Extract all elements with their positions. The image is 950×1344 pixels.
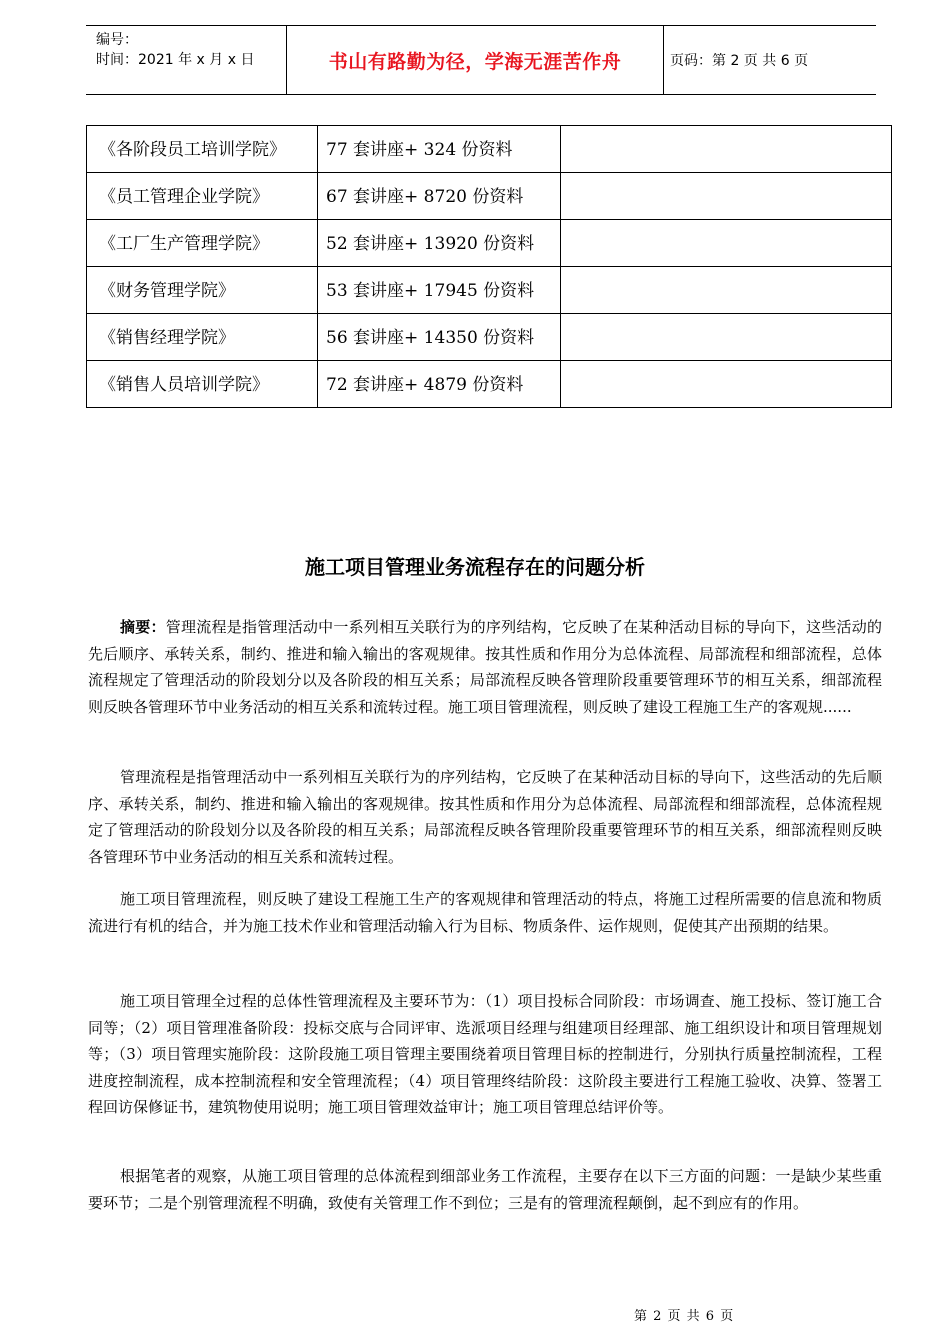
table-cell-note — [561, 267, 892, 314]
body-paragraph-3: 施工项目管理全过程的总体性管理流程及主要环节为：（1）项目投标合同阶段：市场调查、施工投标、签订施工合同等；（2）项目管理准备阶段：投标交底与合同评审、选派项目经理与组建项目经理部、施工组织设计和项目管理规划等；（3）项目管理实施阶段：这阶段施工项目管理主要围绕着项目管理目标的控制进行，分别执行质量控制流程，工程进度控制流程，成本控制流程和安全管理流程；（4）项目管理终结阶段：这阶段主要进行工程施工验收、决算、签署工程回访保修证书，建筑物使用说明；施工项目管理效益审计；施工项目管理总结评价等。 — [88, 992, 882, 1116]
header-motto: 书山有路勤为径，学海无涯苦作舟 — [286, 26, 664, 94]
time-label: 时间：2021 年 x 月 x 日 — [96, 52, 255, 68]
abstract-text: 管理流程是指管理活动中一系列相互关联行为的序列结构，它反映了在某种活动目标的导向下，这些活动的先后顺序、承转关系，制约、推进和输入输出的客观规律。按其性质和作用分为总体流程、局部流程和细部流程，总体流程规定了管理活动的阶段划分以及各阶段的相互关系；局部流程反映各管理阶段重要管理环节的相互关系，细部流程则反映各管理环节中业务活动的相互关系和流转过程。施工项目管理流程，则反映了建设工程施工生产的客观规...... — [88, 618, 882, 716]
table-cell-content: 56 套讲座+ 14350 份资料 — [318, 314, 561, 361]
table-row — [87, 126, 892, 173]
table-cell-name: 《财务管理学院》 — [87, 267, 318, 314]
table-cell-note — [561, 361, 892, 408]
table-cell-content: 72 套讲座+ 4879 份资料 — [318, 361, 561, 408]
table-row — [87, 361, 892, 408]
table-cell-content: 52 套讲座+ 13920 份资料 — [318, 220, 561, 267]
header-meta — [96, 30, 286, 70]
table-cell-name: 《员工管理企业学院》 — [87, 173, 318, 220]
table-row — [87, 173, 892, 220]
table-cell-note — [561, 220, 892, 267]
header-page-info: 页码：第 2 页 共 6 页 — [670, 53, 809, 69]
table-row — [87, 314, 892, 361]
table-cell-note — [561, 314, 892, 361]
serial-label: 编号： — [96, 32, 138, 48]
table-cell-name: 《工厂生产管理学院》 — [87, 220, 318, 267]
abstract-paragraph — [88, 614, 882, 720]
table-cell-note — [561, 126, 892, 173]
table-cell-content: 53 套讲座+ 17945 份资料 — [318, 267, 561, 314]
table-cell-content: 77 套讲座+ 324 份资料 — [318, 126, 561, 173]
table-cell-note — [561, 173, 892, 220]
table-cell-content: 67 套讲座+ 8720 份资料 — [318, 173, 561, 220]
page-header — [86, 25, 876, 95]
table-cell-name: 《销售人员培训学院》 — [87, 361, 318, 408]
abstract-label: 摘要： — [120, 618, 166, 636]
resource-table — [86, 125, 892, 408]
table-row — [87, 267, 892, 314]
article-title: 施工项目管理业务流程存在的问题分析 — [305, 555, 645, 579]
page-footer: 第 2 页 共 6 页 — [634, 1309, 735, 1324]
body-paragraph-2: 施工项目管理流程，则反映了建设工程施工生产的客观规律和管理活动的特点，将施工过程所需要的信息流和物质流进行有机的结合，并为施工技术作业和管理活动输入行为目标、物质条件、运作规则，促使其产出预期的结果。 — [88, 890, 882, 935]
table-row — [87, 220, 892, 267]
body-paragraph-4: 根据笔者的观察，从施工项目管理的总体流程到细部业务工作流程，主要存在以下三方面的问题：一是缺少某些重要环节；二是个别管理流程不明确，致使有关管理工作不到位；三是有的管理流程颠倒，起不到应有的作用。 — [88, 1167, 882, 1212]
table-cell-name: 《销售经理学院》 — [87, 314, 318, 361]
body-paragraph-1: 管理流程是指管理活动中一系列相互关联行为的序列结构，它反映了在某种活动目标的导向下，这些活动的先后顺序、承转关系，制约、推进和输入输出的客观规律。按其性质和作用分为总体流程、局部流程和细部流程，总体流程规定了管理活动的阶段划分以及各阶段的相互关系；局部流程反映各管理阶段重要管理环节的相互关系，细部流程则反映各管理环节中业务活动的相互关系和流转过程。 — [88, 768, 882, 866]
table-cell-name: 《各阶段员工培训学院》 — [87, 126, 318, 173]
